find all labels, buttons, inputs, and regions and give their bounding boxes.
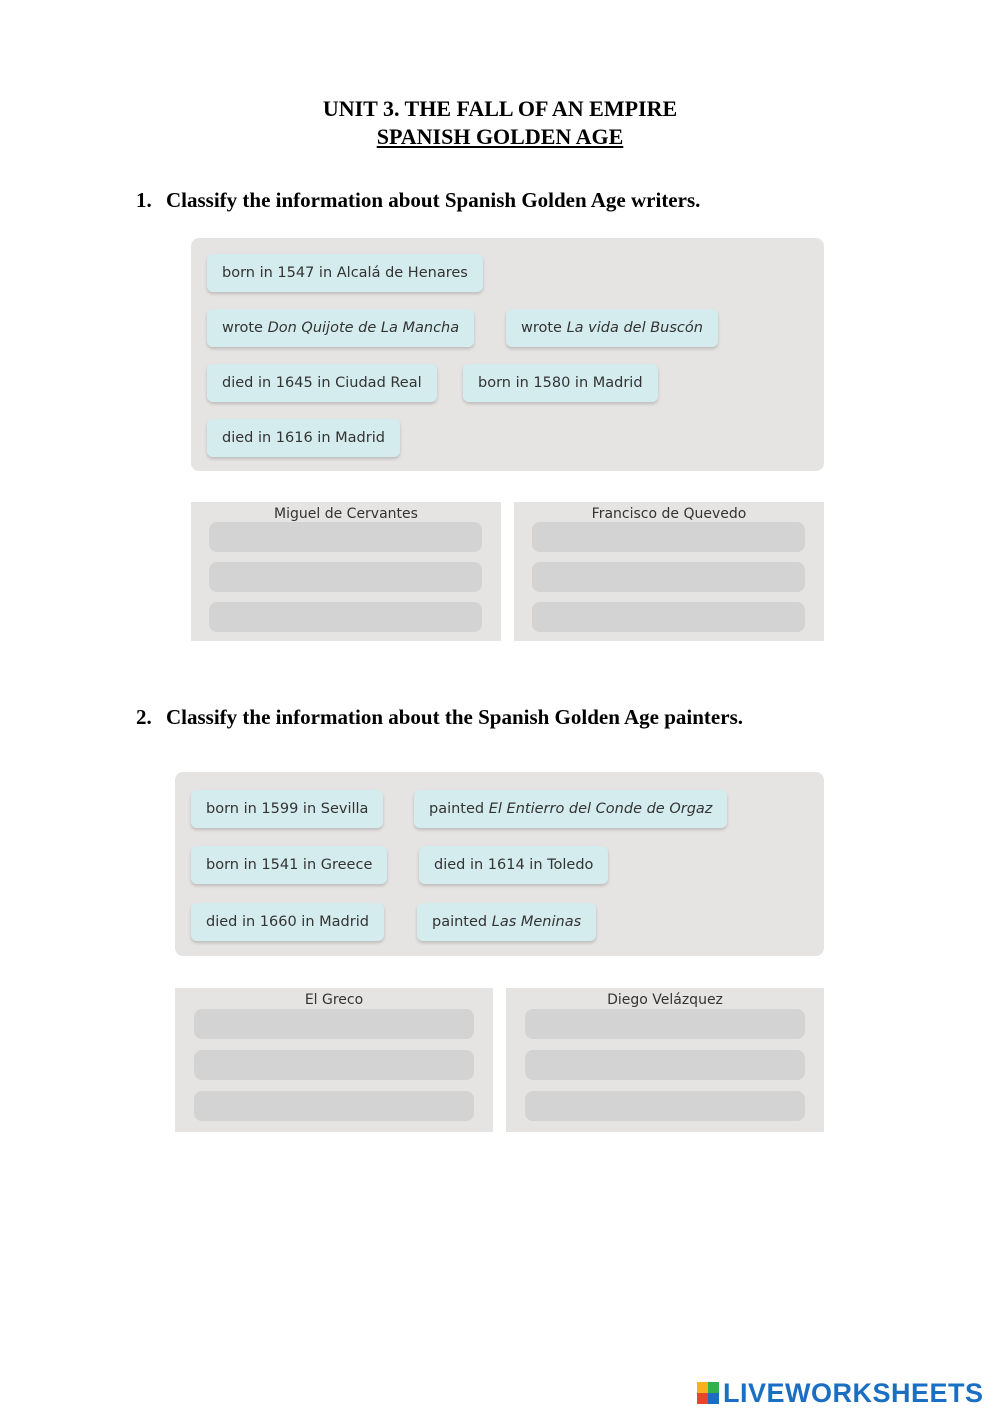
drop-slot[interactable] (209, 602, 482, 632)
question-1 (136, 188, 700, 213)
column-heading: Francisco de Quevedo (591, 506, 747, 522)
drop-slot[interactable] (209, 522, 482, 552)
draggable-chip[interactable]: wrote La vida del Buscón (506, 309, 718, 347)
drop-slot[interactable] (532, 522, 805, 552)
logo-icon (697, 1382, 719, 1404)
drop-slot[interactable] (194, 1009, 474, 1039)
answer-bank-painters (175, 772, 824, 956)
column-heading: Miguel de Cervantes (274, 506, 418, 522)
question-text: Classify the information about Spanish Golden Age writers. (166, 188, 701, 212)
column-heading: Diego Velázquez (607, 992, 723, 1008)
question-number: 1. (136, 188, 152, 212)
drop-slot[interactable] (532, 562, 805, 592)
draggable-chip[interactable]: died in 1614 in Toledo (419, 846, 608, 884)
draggable-chip[interactable]: died in 1616 in Madrid (207, 419, 400, 457)
draggable-chip[interactable]: born in 1580 in Madrid (463, 364, 658, 402)
drop-slot[interactable] (194, 1091, 474, 1121)
worksheet-subtitle: SPANISH GOLDEN AGE (376, 124, 624, 149)
drop-slot[interactable] (532, 602, 805, 632)
question-number: 2. (136, 705, 152, 729)
drop-column-quevedo (514, 502, 824, 641)
drop-slot[interactable] (525, 1091, 805, 1121)
draggable-chip[interactable]: born in 1541 in Greece (191, 846, 387, 884)
question-text: Classify the information about the Spanish Golden Age painters. (166, 705, 743, 729)
drop-column-velazquez (506, 988, 824, 1132)
drop-slot[interactable] (209, 562, 482, 592)
logo-text: LIVEWORKSHEETS (723, 1377, 984, 1408)
logo-square (697, 1382, 708, 1393)
liveworksheets-logo (697, 1378, 984, 1408)
draggable-chip[interactable]: born in 1547 in Alcalá de Henares (207, 254, 483, 292)
drop-slot[interactable] (194, 1050, 474, 1080)
logo-square (708, 1393, 719, 1404)
logo-square (697, 1393, 708, 1404)
drop-column-el-greco (175, 988, 493, 1132)
draggable-chip[interactable]: died in 1660 in Madrid (191, 903, 384, 941)
answer-bank-writers (191, 238, 824, 471)
draggable-chip[interactable]: wrote Don Quijote de La Mancha (207, 309, 474, 347)
drop-slot[interactable] (525, 1050, 805, 1080)
drop-column-cervantes (191, 502, 501, 641)
drop-slot[interactable] (525, 1009, 805, 1039)
draggable-chip[interactable]: died in 1645 in Ciudad Real (207, 364, 437, 402)
logo-square (708, 1382, 719, 1393)
draggable-chip[interactable]: painted El Entierro del Conde de Orgaz (414, 790, 727, 828)
draggable-chip[interactable]: born in 1599 in Sevilla (191, 790, 383, 828)
question-2 (136, 705, 743, 730)
worksheet-title: UNIT 3. THE FALL OF AN EMPIRE (322, 96, 678, 121)
draggable-chip[interactable]: painted Las Meninas (417, 903, 596, 941)
column-heading: El Greco (304, 992, 364, 1008)
